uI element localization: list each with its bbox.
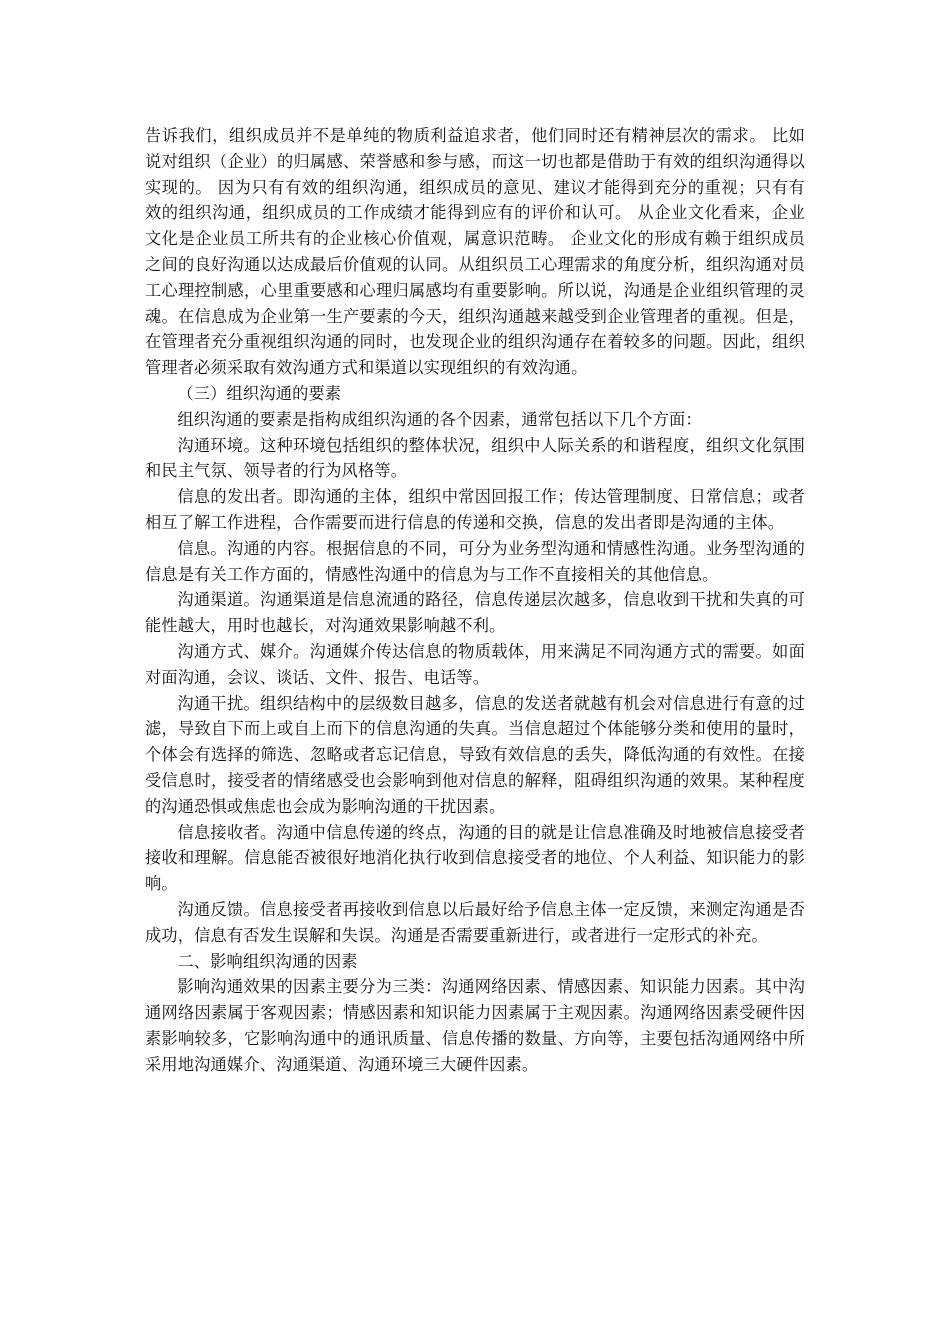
paragraph-elements-overview: 组织沟通的要素是指构成组织沟通的各个因素，通常包括以下几个方面： [177, 409, 702, 429]
paragraph-communication-channel: 沟通渠道。沟通渠道是信息流通的路径，信息传递层次越多，信息收到干扰和失真的可能性越大，用时也越长，对沟通效果影响越不利。 [145, 590, 805, 636]
paragraph-communication-media: 沟通方式、媒介。沟通媒介传达信息的物质载体，用来满足不同沟通方式的需要。如面对面沟通，会议、谈话、文件、报告、电话等。 [145, 641, 805, 687]
section-heading-influencing-factors: 二、影响组织沟通的因素 [177, 951, 358, 971]
paragraph-communication-environment: 沟通环境。这种环境包括组织的整体状况，组织中人际关系的和谐程度，组织文化氛围和民主气氛、领导者的行为风格等。 [145, 435, 805, 481]
paragraph-information-sender: 信息的发出者。即沟通的主体，组织中常因回报工作；传达管理制度、日常信息；或者相互了解工作进程，合作需要而进行信息的传递和交换，信息的发出者即是沟通的主体。 [145, 487, 805, 532]
paragraph-communication-feedback: 沟通反馈。信息接受者再接收到信息以后最好给予信息主体一定反馈，来测定沟通是否成功，信息有否发生误解和失误。沟通是否需要重新进行，或者进行一定形式的补充。 [145, 899, 805, 945]
section-heading-communication-elements: （三）组织沟通的要素 [177, 383, 342, 403]
paragraph-communication-interference: 沟通干扰。组织结构中的层级数目越多，信息的发送者就越有机会对信息进行有意的过滤，导致自下而上或自上而下的信息沟通的失真。当信息超过个体能够分类和使用的量时，个体会有选择的筛选、忽略或者忘记信息，导致有效信息的丢失，降低沟通的有效性。在接受信息时，接受者的情绪感受也会影响到他对信息的解释，阻碍组织沟通的效果。某种程度的沟通恐惧或焦虑也会成为影响沟通的干扰因素。 [145, 693, 805, 816]
paragraph-influencing-factors: 影响沟通效果的因素主要分为三类：沟通网络因素、情感因素、知识能力因素。其中沟通网络因素属于客观因素；情感因素和知识能力因素属于主观因素。沟通网络因素受硬件因素影响较多，它影响沟通中的通讯质量、信息传播的数量、方向等，主要包括沟通网络中所采用地沟通媒介、沟通渠道、沟通环境三大硬件因素。 [145, 977, 805, 1074]
document-page [145, 123, 805, 1077]
paragraph-information: 信息。沟通的内容。根据信息的不同，可分为业务型沟通和情感性沟通。业务型沟通的信息是有关工作方面的，情感性沟通中的信息为与工作不直接相关的其他信息。 [145, 538, 805, 584]
paragraph-intro-continued: 告诉我们，组织成员并不是单纯的物质利益追求者，他们同时还有精神层次的需求。 比如说对组织（企业）的归属感、荣誉感和参与感，而这一切也都是借助于有效的组织沟通得以实现的。 因为只有有效的组织沟通，组织成员的意见、建议才能得到充分的重视；只有有效的组织沟通，组织成员的工作成绩才能得到应有的评价和认可。 从企业文化看来，企业文化是企业员工所共有的企业核心价值观，属意识范畴。 企业文化的形成有赖于组织成员之间的良好沟通以达成最后价值观的认同。从组织员工心理需求的角度分析，组织沟通对员工心理控制感，心里重要感和心理归属感均有重要影响。所以说，沟通是企业组织管理的灵魂。在信息成为企业第一生产要素的今天，组织沟通越来越受到企业管理者的重视。但是，在管理者充分重视组织沟通的同时，也发现企业的组织沟通存在着较多的问题。因此，组织管理者必须采取有效沟通方式和渠道以实现组织的有效沟通。 [145, 126, 805, 378]
paragraph-information-receiver: 信息接收者。沟通中信息传递的终点，沟通的目的就是让信息准确及时地被信息接受者接收和理解。信息能否被很好地消化执行收到信息接受者的地位、个人利益、知识能力的影响。 [145, 822, 805, 894]
